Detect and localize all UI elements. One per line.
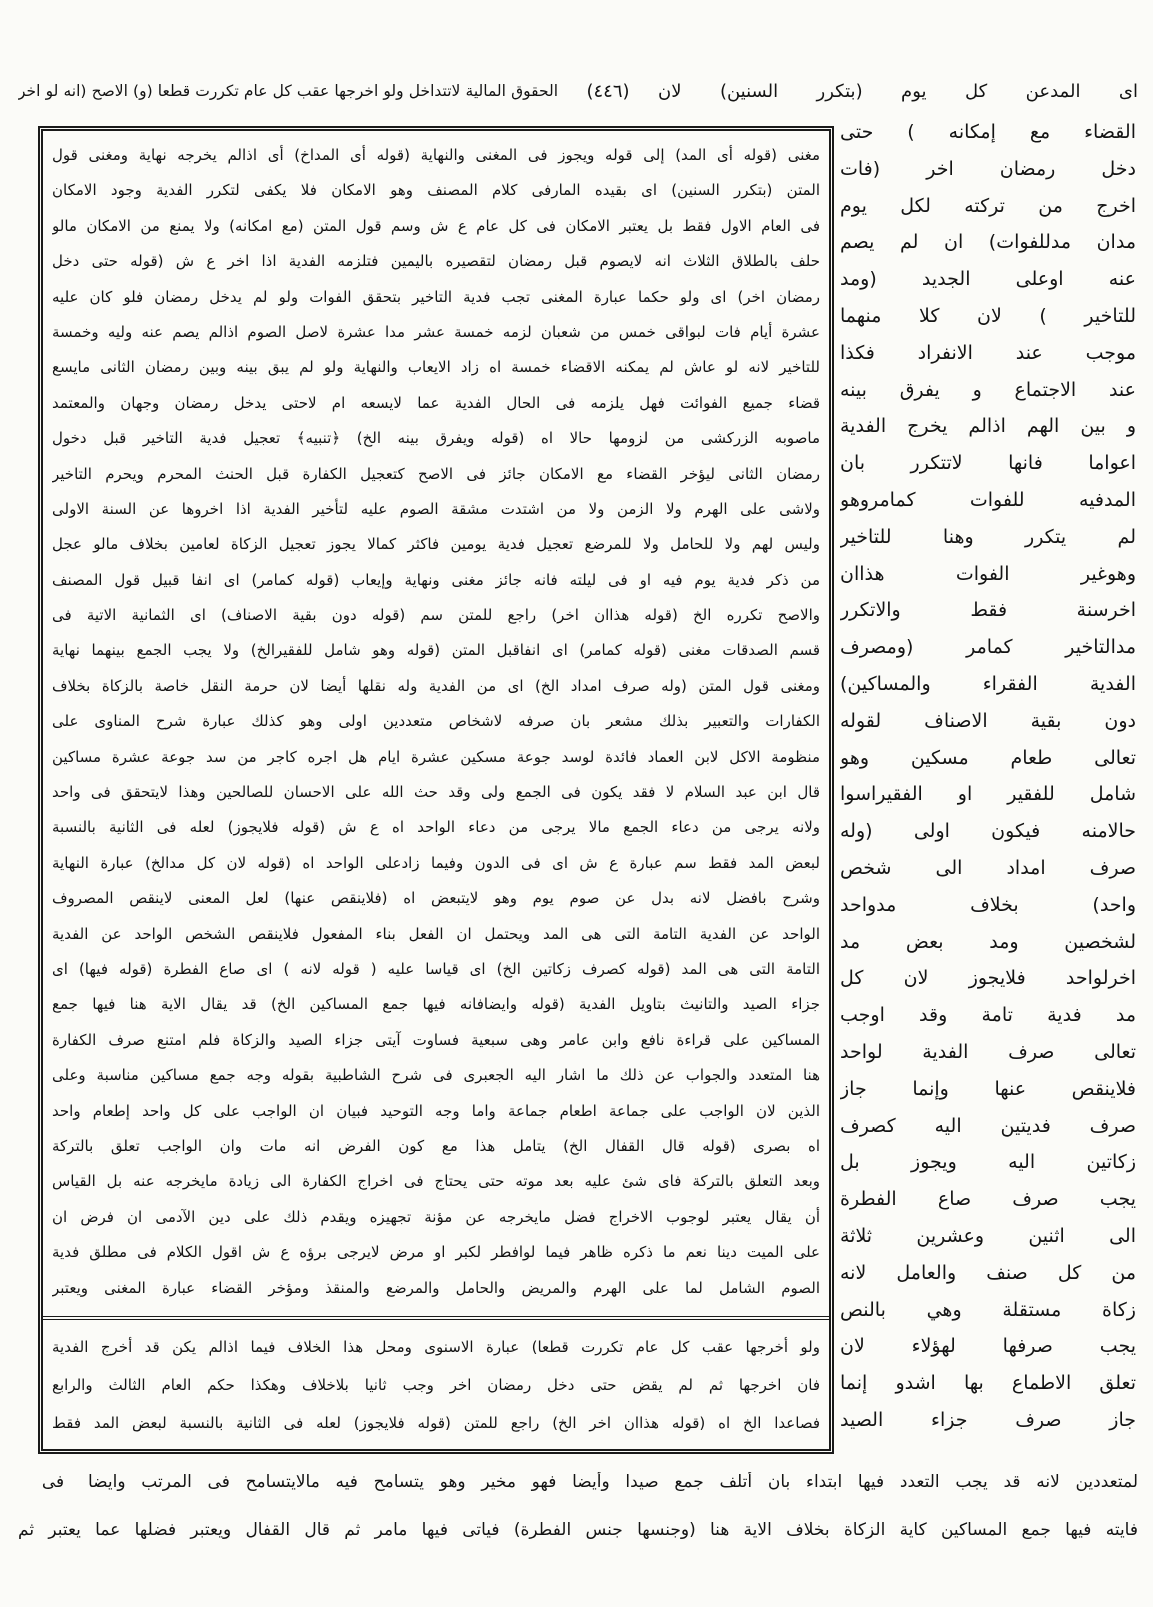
footer-line: فايته فيها جمع المساكين كاية الزكاة بخلاف الاية هنا (وجنسها جنس الفطرة) فياتى فيها مامر ثم قال القفال ويعتبر فضلها عما يعتبر ثم xyxy=(18,1520,1138,1540)
commentary-line: الواحد عن الفدية التامة التى هى المد ويحتمل ان الفعل بناء المفعول فلاينقص الشخص الواحد عن الفدية xyxy=(52,924,820,943)
main-text-line: لشخصين ومد بعض مد xyxy=(840,930,1136,953)
commentary-line: رمضان اخر) اى ولو حكما عبارة المغنى تجب فدية التاخير بتحقق الفوات ولو لم يدخل رمضان فلو كان عليه xyxy=(52,287,820,306)
page-header xyxy=(18,70,1138,112)
commentary-line: لبعض المد فقط سم عبارة ع ش اى فى الدون وفيما زادعلى الواحد اه (قوله لان كل مدالخ) عبارة النهاية xyxy=(52,853,820,872)
main-text-line: دون بقية الاصناف لقوله xyxy=(840,709,1136,732)
commentary-line: على الميت دينا نعم ما ذكره ظاهر فيما لوافطر لكبر او مرض لايرجى برؤه ع ش اقول الكلام فى مطلق فدية xyxy=(52,1243,820,1262)
main-text-line: صرف امداد الى شخص xyxy=(840,856,1136,879)
commentary-lower-section xyxy=(52,1328,820,1442)
commentary-line: هنا المتعدد والجواب عن ذلك ما اشار اليه الجعبرى فى شرح الشاطبية بقوله وجه جمع مساكين مناسبة وعلى xyxy=(52,1066,820,1085)
main-text-line: موجب عند الانفراد فكذا xyxy=(840,341,1136,364)
main-text-line: تعلق الاطماع بها اشدو إنما xyxy=(840,1372,1136,1395)
page-footer-text xyxy=(18,1458,1138,1554)
main-text-line: فلاينقص عنها وإنما جاز xyxy=(840,1077,1136,1100)
commentary-line: قضاء جميع الفوائت فهل يلزمه فى الحال الفدية عما لايسعه ام لاحتى يدخل رمضان وجهان والمعتمد xyxy=(52,393,820,412)
commentary-line: عشرة أيام فات لبواقى خمس من شعبان لزمه خمسة عشر مدا عشرة لاصل الصوم اذالم يصم عنه وليه وخمسة xyxy=(52,322,820,341)
commentary-line: وشرح بافضل لانه بدل عن صوم يوم وهو لايتبعض اه (فلاينقص عنها) لعل المعنى لاينقص المصروف xyxy=(52,889,820,908)
main-text-line: اخرسنة فقط والاتكرر xyxy=(840,599,1136,622)
main-text-line: زكاة مستقلة وهي بالنص xyxy=(840,1298,1136,1321)
commentary-line: ولو أخرجها عقب كل عام تكررت قطعا) عبارة الاسنوى ومحل هذا الخلاف فيما اذالم يكن قد أخرج الفدية xyxy=(52,1338,820,1356)
header-text-left: الحقوق المالية لاتتداخل ولو اخرجها عقب كل عام تكررت قطعا (و) الاصح (انه لو اخر xyxy=(18,82,558,100)
main-text-line: وهوغير الفوات هذاان xyxy=(840,562,1136,585)
commentary-line: قال ابن عبد السلام لا فقد يكون فى الجمع ولى وقد حث الله على الاحسان للصالحين وهذا لايتحقق فى واحد xyxy=(52,783,820,802)
footer-row-1 xyxy=(18,1458,1138,1506)
commentary-line: وليس لهم ولا للحامل ولا للمرضع تعجيل فدية يومين فاكثر كمالا يجوز تعجيل الزكاة لعامين بخلاف مالو عجل xyxy=(52,535,820,554)
main-text-line: لم يتكرر وهنا للتاخير xyxy=(840,525,1136,548)
main-text-line: عند الاجتماع و يفرق بينه xyxy=(840,378,1136,401)
commentary-divider xyxy=(43,1316,829,1320)
commentary-line: فصاعدا الخ اه (قوله هذاان اخر الخ) راجع للمتن (قوله فلايجوز) لعله فى الثانية بالنسبة لبعض المد فقط xyxy=(52,1414,820,1432)
commentary-line: أن يقال يعتبر لوجوب الاخراج فضل مايخرجه عن مؤنة تجهيزه ويقدم ذلك على دين الآدمى ان فرض ان xyxy=(52,1207,820,1226)
page-number: (٤٤٦) xyxy=(586,80,630,102)
main-text-line: دخل رمضان اخر (فات xyxy=(840,157,1136,180)
commentary-line: ولاشى على الهرم ولا الزمن ولا من اشتدت مشقة الصوم عليه لتأخير الفدية اذا اخروها عن السنة الاولى xyxy=(52,499,820,518)
commentary-line: ماصوبه الزركشى من لزومها حالا اه (قوله ويفرق بينه الخ) ﴿تنبيه﴾ تعجيل فدية التاخير قبل دخول xyxy=(52,429,820,448)
main-text-line: يجب صرف صاع الفطرة xyxy=(840,1188,1136,1211)
main-text-line: جاز صرف جزاء الصيد xyxy=(840,1408,1136,1431)
main-text-line: تعالى طعام مسكين وهو xyxy=(840,746,1136,769)
commentary-line: وبعد التعلق بالتركة فاى شئ عليه بعد موته حتى يحتاج فى اخراج الكفارة الى زيادة مايخرجه عنه بل القياس xyxy=(52,1172,820,1191)
commentary-line: قسم الصدقات مغنى (قوله كمامر) اى انفاقبل المتن (قوله وهو شامل للفقيرالخ) ولا يجب الجمع بينهما نهاية xyxy=(52,641,820,660)
main-text-line: مدالتاخير كمامر (ومصرف xyxy=(840,636,1136,659)
main-text-line: الى اثنين وعشرين ثلاثة xyxy=(840,1224,1136,1247)
header-text-right: اى المدعن كل يوم (بتكرر السنين) لان xyxy=(658,80,1138,102)
commentary-line: من ذكر فدية يوم فيه او فى ليلته فانه جائز مغنى ونهاية وإيعاب (قوله كمامر) اى انفا قبيل قول المصنف xyxy=(52,570,820,589)
main-text-line: مدان مدللفوات) ان لم يصم xyxy=(840,231,1136,254)
main-text-line: مد فدية تامة وقد اوجب xyxy=(840,1004,1136,1027)
commentary-upper-section xyxy=(52,138,820,1306)
commentary-line: منظومة الاكل لابن العماد فائدة لوسد جوعة مسكين عشرة ايام هل اجره كاجر من سد جوعة عشرة مساكين xyxy=(52,747,820,766)
main-text-line: المدفيه للفوات كمامروهو xyxy=(840,488,1136,511)
commentary-line: ومغنى قول المتن (وله صرف امداد الخ) اى من الفدية وله نقلها أيضا لان حرمة النقل خاصة بالزكاة بخلاف xyxy=(52,676,820,695)
commentary-line: المساكين على قراءة نافع وابن عامر وهى سبعية فساوت آيتى جزاء الصيد والزكاة فلم امتنع صرف الكفارة xyxy=(52,1030,820,1049)
main-text-line: شامل للفقير او الفقيراسوا xyxy=(840,783,1136,806)
commentary-line: الذين لان الواجب على جماعة اطعام جماعة واما وجه التوحيد فبيان ان الواجب على كل واحد إطعام واحد xyxy=(52,1101,820,1120)
commentary-line: جزاء الصيد والتانيث بتاويل الفدية (قوله وايضافانه فيها جمع المساكين الخ) قد يقال الاية هنا فيها جمع xyxy=(52,995,820,1014)
main-text-line: القضاء مع إمكانه ) حتى xyxy=(840,121,1136,143)
main-text-line: و بين الهم اذالم يخرج الفدية xyxy=(840,415,1136,438)
commentary-line: الصوم الشامل لما على الهرم والمريض والحامل والمرضع والمنقذ ومؤخر القضاء عبارة المغنى ويعتبر xyxy=(52,1278,820,1297)
commentary-line: اه بصرى (قوله قال القفال الخ) يتامل هذا مع كون الفرض انه مات وان الواجب تعلق بالتركة xyxy=(52,1136,820,1155)
commentary-line: الكفارات والتعبير بذلك مشعر بان صرفه لاشخاص متعددين اولى وهو كذلك عبارة شرح المناوى على xyxy=(52,712,820,731)
commentary-line: المتن (بتكرر السنين) اى بقيده المارفى كلام المصنف وهو الامكان فلا يكفى لتكرر الفدية وجود الامكان xyxy=(52,181,820,200)
main-text-line: تعالى صرف الفدية لواحد xyxy=(840,1040,1136,1063)
commentary-line: مغنى (قوله أى المد) إلى قوله ويجوز فى المغنى والنهاية (قوله أى المداخ) أى اذالم يخرجه نهاية ومغنى قول xyxy=(52,146,820,164)
main-text-line: للتاخير ) لان كلا منهما xyxy=(840,304,1136,327)
commentary-line: حلف بالطلاق الثلاث انه لايصوم قبل رمضان لتقصيره باليمين فتلزمه الفدية اذا اخر ع ش (قوله حتى دخل xyxy=(52,252,820,271)
commentary-line: ولانه يرجى من دعاء الجمع مالا يرجى من دعاء الواحد اه ع ش (قوله فلايجوز) لعله فى الثانية بالنسبة xyxy=(52,818,820,837)
commentary-line: والاصح تكرره الخ (قوله هذاان اخر) راجع للمتن سم (قوله دون بقية الاصناف) اى الثمانية الاتية فى xyxy=(52,606,820,625)
footer-row-2 xyxy=(18,1506,1138,1554)
footer-catchword: فى xyxy=(41,1472,65,1492)
main-text-line: يجب صرفها لهؤلاء لان xyxy=(840,1335,1136,1358)
main-text-line: اخرلواحد فلايجوز لان كل xyxy=(840,967,1136,990)
commentary-line: للتاخير لانه لو عاش لم يمكنه الاقضاء خمسة اه زاد الايعاب والنهاية ولو لم يبق بينه وبين رمضان الثانى مايسع xyxy=(52,358,820,377)
main-text-line: اعواما فانها لاتتكرر بان xyxy=(840,452,1136,475)
commentary-line: رمضان الثانى ليؤخر القضاء مع الامكان جائز فى الاصح كتعجيل الكفارة قبل الحنث المحرم ويحرم التاخير xyxy=(52,464,820,483)
commentary-line: التامة التى هى المد (قوله كصرف زكاتين الخ) اى قياسا عليه ( قوله لانه ) اى صاع الفطرة (قوله فيها) اى xyxy=(52,959,820,978)
main-text-line: من كل صنف والعامل لانه xyxy=(840,1261,1136,1284)
main-text-line: زكاتين اليه ويجوز بل xyxy=(840,1151,1136,1174)
main-text-line: اخرج من تركته لكل يوم xyxy=(840,194,1136,217)
main-text-column xyxy=(840,114,1136,1439)
main-text-line: صرف فديتين اليه كصرف xyxy=(840,1114,1136,1137)
commentary-line: فى العام الاول فقط بل يعتبر الامكان فى كل عام ع ش وسم قول المتن (مع امكانه) ولا يمنع من الامكان مالو xyxy=(52,216,820,235)
main-text-line: واحد) بخلاف مدواحد xyxy=(840,893,1136,916)
main-text-line: حالامنه فيكون اولى (وله xyxy=(840,820,1136,843)
commentary-line: فان اخرجها ثم لم يقض حتى دخل رمضان اخر وجب ثانيا بلاخلاف وهكذا حكم العام الثالث والرابع xyxy=(52,1376,820,1394)
main-text-line: الفدية الفقراء والمساكين) xyxy=(840,672,1136,695)
footer-line: لمتعددين لانه قد يجب التعدد فيها ابتداء بان أتلف جمع صيدا وأيضا فهو مخير وهو يتسامح فيه مالايتسامح فى المرتب وايضا xyxy=(88,1472,1138,1492)
main-text-line: عنه اوعلى الجديد (ومد xyxy=(840,268,1136,291)
